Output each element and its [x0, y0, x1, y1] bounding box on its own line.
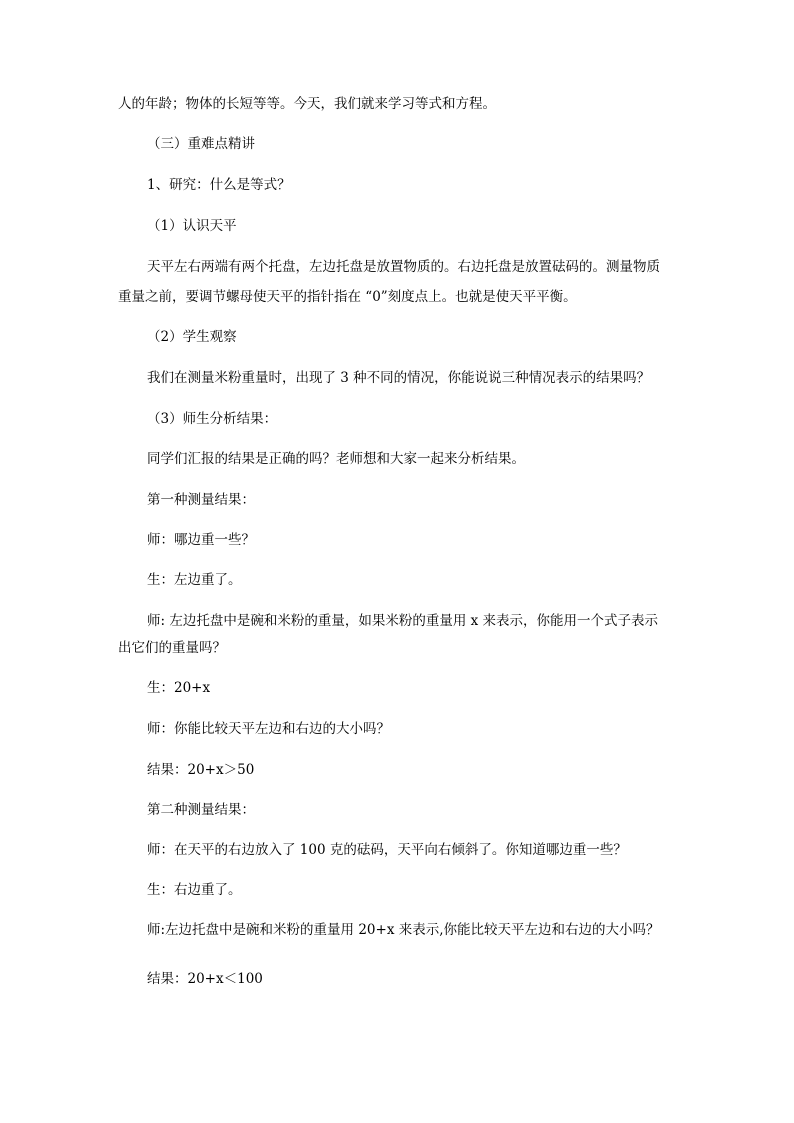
dialogue-line: 师：在天平的右边放入了 100 克的砝码，天平向右倾斜了。你知道哪边重一些？: [147, 842, 627, 858]
paragraph-line: 第一种测量结果：: [147, 492, 255, 508]
dialogue-line: 师:左边托盘中是碗和米粉的重量用 20+x 来表示,你能比较天平左边和右边的大小吗？: [147, 922, 660, 938]
dialogue-line: 生：20+x: [147, 680, 211, 696]
dialogue-line: 师：哪边重一些？: [147, 532, 255, 548]
item-heading: （2）学生观察: [147, 329, 237, 345]
paragraph-line: 我们在测量米粉重量时，出现了 3 种不同的情况，你能说说三种情况表示的结果吗？: [147, 370, 651, 386]
section-heading: （三）重难点精讲: [147, 136, 255, 152]
dialogue-line: 生：右边重了。: [147, 882, 242, 898]
dialogue-line: 师: 左边托盘中是碗和米粉的重量，如果米粉的重量用 x 来表示，你能用一个式子表示: [147, 613, 659, 629]
dialogue-line: 师：你能比较天平左边和右边的大小吗？: [147, 721, 390, 737]
item-heading: （1）认识天平: [147, 218, 237, 234]
subsection-heading: 1、研究：什么是等式？: [147, 177, 291, 193]
result-line: 结果：20+x＜100: [147, 971, 263, 987]
paragraph-line: 人的年龄；物体的长短等等。今天，我们就来学习等式和方程。: [118, 96, 496, 112]
item-heading: （3）师生分析结果：: [147, 411, 278, 427]
result-line: 结果：20+x＞50: [147, 762, 255, 778]
paragraph-line: 重量之前，要调节螺母使天平的指针指在 “0”刻度点上。也就是使天平平衡。: [118, 289, 577, 305]
paragraph-line: 第二种测量结果：: [147, 802, 255, 818]
paragraph-line: 同学们汇报的结果是正确的吗？老师想和大家一起来分析结果。: [147, 451, 525, 467]
paragraph-line: 天平左右两端有两个托盘，左边托盘是放置物质的。右边托盘是放置砝码的。测量物质: [147, 259, 660, 275]
dialogue-line: 出它们的重量吗？: [118, 640, 226, 656]
dialogue-line: 生：左边重了。: [147, 572, 242, 588]
